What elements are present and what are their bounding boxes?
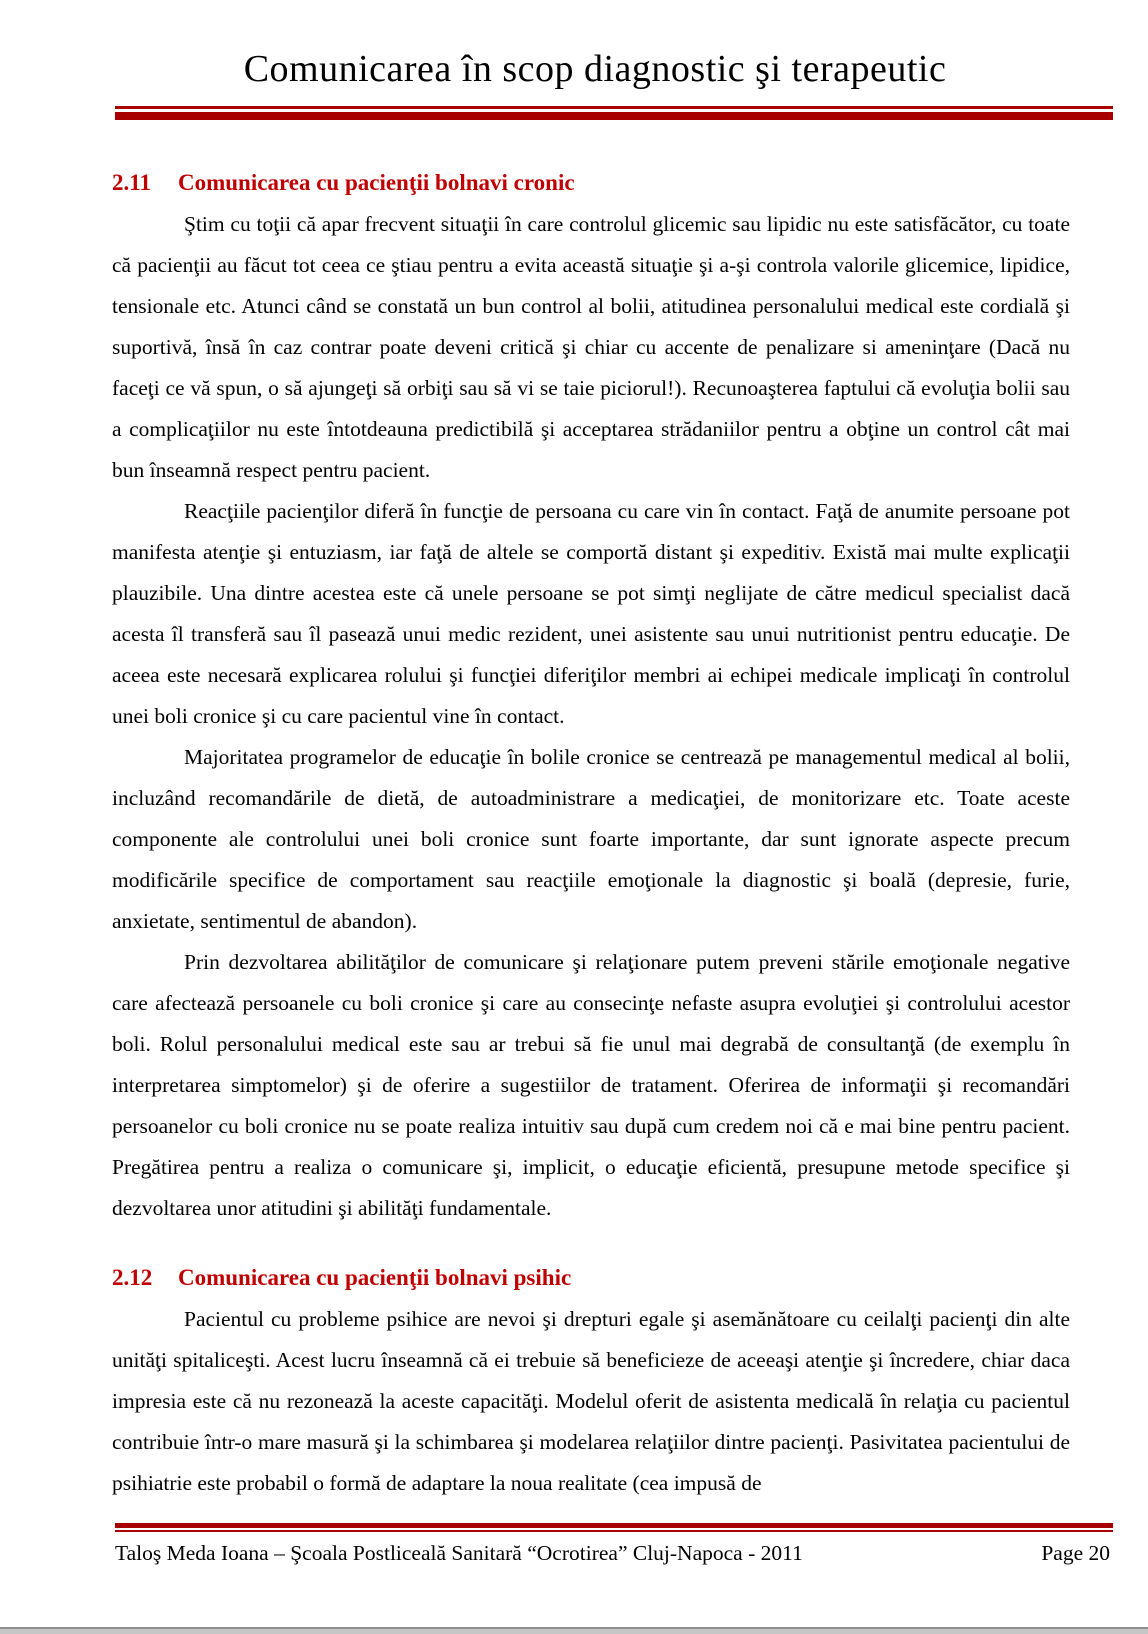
paragraph: Reacţiile pacienţilor diferă în funcţie de persoana cu care vin în contact. Faţă de anumite persoane pot manifesta atenţie şi entuziasm, iar faţă de altele se comportă distant şi expeditiv. Există mai multe explicaţii plauzibile. Una dintre acestea este că unele persoane se pot simţi neglijate de către medicul specialist dacă acesta îl transferă sau îl pasează unui medic rezident, unei asistente sau unui nutritionist pentru educaţie. De aceea este necesară explicarea rolului şi funcţiei diferiţilor membri ai echipei medicale implicaţi în controlul unei boli cronice şi cu care pacientul vine în contact. — [112, 499, 1070, 728]
header-rule — [115, 106, 1113, 120]
document-body — [112, 170, 1070, 1504]
paragraph: Pacientul cu probleme psihice are nevoi şi drepturi egale şi asemănătoare cu ceilalţi pacienţi din alte unităţi spitaliceşti. Acest lucru înseamnă că ei trebuie să beneficieze de aceeaşi atenţie şi încredere, chiar daca impresia este că nu rezonează la aceste capacităţi. Modelul oferit de asistenta medicală în relaţia cu pacientul contribuie într-o mare masură şi la schimbarea şi modelarea relaţiilor dintre pacienţi. Pasivitatea pacientului de psihiatrie este probabil o formă de adaptare la noua realitate (cea impusă de — [112, 1307, 1070, 1495]
page-title: Comunicarea în scop diagnostic şi terapeutic — [243, 48, 947, 90]
section-heading-2-11 — [112, 170, 1070, 196]
paragraph: Majoritatea programelor de educaţie în bolile cronice se centrează pe managementul medical al bolii, incluzând recomandările de dietă, de autoadministrare a medicaţiei, de monitorizare etc. Toate aceste componente ale controlului unei boli cronice sunt foarte importante, dar sunt ignorate aspecte precum modificările specifice de comportament sau reacţiile emoţionale la diagnostic şi boală (depresie, furie, anxietate, sentimentul de abandon). — [112, 745, 1070, 933]
section-title: Comunicarea cu pacienţii bolnavi cronic — [178, 170, 575, 195]
footer-rule-thin-line — [115, 1530, 1113, 1532]
paragraph: Prin dezvoltarea abilităţilor de comunicare şi relaţionare putem preveni stările emoţionale negative care afectează persoanele cu boli cronice şi care au consecinţe nefaste asupra evoluţiei şi controlului acestor boli. Rolul personalului medical este sau ar trebui să fie unul mai degrabă de consultanţă (de exemplu în interpretarea simptomelor) şi de oferire a sugestiilor de tratament. Oferirea de informaţii şi recomandări persoanelor cu boli cronice nu se poate realiza intuitiv sau după cum credem noi că e mai bine pentru pacient. Pregătirea pentru a realiza o comunicare şi, implicit, o educaţie eficientă, presupune metode specifice şi dezvoltarea unor atitudini şi abilităţi fundamentale. — [112, 950, 1070, 1220]
section-number: 2.11 — [112, 170, 151, 195]
section-title: Comunicarea cu pacienţii bolnavi psihic — [178, 1265, 572, 1290]
footer-author-text: Taloş Meda Ioana – Şcoala Postliceală Sanitară “Ocrotirea” Cluj-Napoca - 2011 — [115, 1541, 803, 1565]
header-rule-thick-line — [115, 112, 1113, 120]
section-heading-2-12 — [112, 1265, 1070, 1291]
footer-rule — [115, 1523, 1113, 1532]
section-number: 2.12 — [112, 1265, 153, 1290]
footer-page-number: Page 20 — [1041, 1541, 1110, 1565]
page-bottom-edge — [0, 1627, 1148, 1634]
paragraph: Ştim cu toţii că apar frecvent situaţii în care controlul glicemic sau lipidic nu este satisfăcător, cu toate că pacienţii au făcut tot ceea ce ştiau pentru a evita această situaţie şi a-şi controla valorile glicemice, lipidice, tensionale etc. Atunci când se constată un bun control al bolii, atitudinea personalului medical este cordială şi suportivă, însă în caz contrar poate deveni critică şi chiar cu accente de penalizare si ameninţare (Dacă nu faceţi ce vă spun, o să ajungeţi să orbiţi sau să vi se taie piciorul!). Recunoaşterea faptului că evoluţia bolii sau a complicaţiilor nu este întotdeauna predictibilă şi acceptarea strădaniilor pentru a obţine un control cât mai bun înseamnă respect pentru pacient. — [112, 212, 1070, 482]
page-footer — [115, 1538, 1110, 1568]
